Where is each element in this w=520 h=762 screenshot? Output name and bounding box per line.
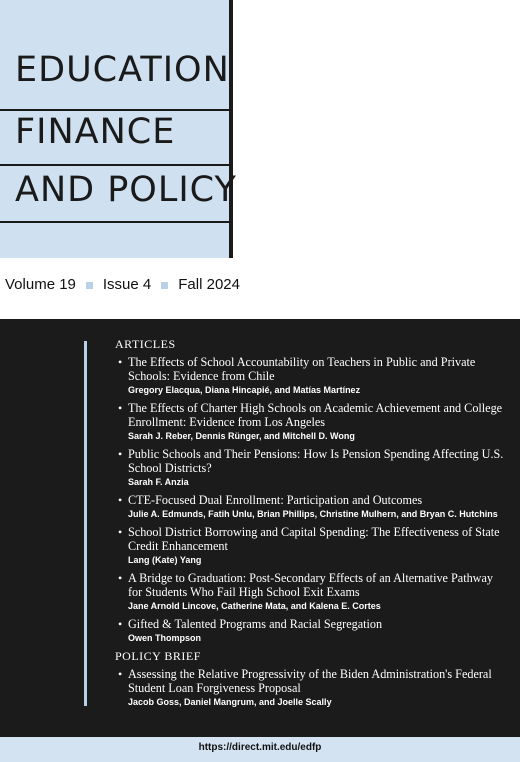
article-item[interactable] xyxy=(118,401,508,442)
issue-number: Issue 4 xyxy=(102,276,152,293)
article-item[interactable] xyxy=(118,447,508,488)
article-authors: Julie A. Edmunds, Fatih Unlu, Brian Phillips, Christine Mulhern, and Bryan C. Hutchins xyxy=(128,509,498,519)
title-divider xyxy=(0,109,232,111)
policy-brief-title: Assessing the Relative Progressivity of the Biden Administration's Federal Student Loan Forgiveness Proposal xyxy=(128,667,492,695)
article-item[interactable] xyxy=(118,571,508,612)
bullet-icon: • xyxy=(118,493,123,507)
journal-url-link[interactable]: https://direct.mit.edu/edfp xyxy=(198,742,322,753)
policy-brief-item[interactable] xyxy=(118,667,508,708)
article-item[interactable] xyxy=(118,617,508,644)
policy-brief-heading: POLICY BRIEF xyxy=(115,649,201,663)
article-title: School District Borrowing and Capital Spending: The Effectiveness of State Credit Enhancement xyxy=(128,525,500,553)
article-authors: Gregory Elacqua, Diana Hincapié, and Matías Martínez xyxy=(128,385,361,395)
articles-heading: ARTICLES xyxy=(115,337,176,351)
square-separator-icon xyxy=(86,282,93,289)
contents-list xyxy=(115,337,508,713)
article-title: A Bridge to Graduation: Post-Secondary Effects of an Alternative Pathway for Students Who Fail High School Exit Exams xyxy=(128,571,493,599)
article-title: CTE-Focused Dual Enrollment: Participation and Outcomes xyxy=(128,493,423,507)
article-item[interactable] xyxy=(118,525,508,566)
policy-brief-authors: Jacob Goss, Daniel Mangrum, and Joelle Scally xyxy=(128,697,332,707)
issue-season: Fall 2024 xyxy=(178,276,240,293)
bullet-icon: • xyxy=(118,401,123,415)
title-divider xyxy=(0,221,232,223)
issue-info xyxy=(5,276,240,293)
volume-label: Volume 19 xyxy=(5,276,76,293)
article-authors: Owen Thompson xyxy=(128,633,201,643)
journal-title-line-1: EDUCATION xyxy=(15,50,230,90)
article-title: Public Schools and Their Pensions: How Is Pension Spending Affecting U.S. School Districts? xyxy=(128,447,504,475)
square-separator-icon xyxy=(161,282,168,289)
bullet-icon: • xyxy=(118,447,123,461)
article-authors: Jane Arnold Lincove, Catherine Mata, and Kalena E. Cortes xyxy=(128,601,381,611)
bullet-icon: • xyxy=(118,355,123,369)
bullet-icon: • xyxy=(118,667,123,681)
article-authors: Sarah F. Anzia xyxy=(128,477,189,487)
article-authors: Lang (Kate) Yang xyxy=(128,555,202,565)
journal-title-line-3: AND POLICY xyxy=(15,170,237,210)
journal-title-line-2: FINANCE xyxy=(15,112,176,152)
article-item[interactable] xyxy=(118,355,508,396)
article-item[interactable] xyxy=(118,493,508,520)
bullet-icon: • xyxy=(118,571,123,585)
bullet-icon: • xyxy=(118,617,123,631)
article-title: The Effects of School Accountability on Teachers in Public and Private Schools: Evidence from Chile xyxy=(128,355,476,383)
bullet-icon: • xyxy=(118,525,123,539)
title-vertical-rule xyxy=(229,0,233,258)
article-authors: Sarah J. Reber, Dennis Rünger, and Mitchell D. Wong xyxy=(128,431,355,441)
article-title: Gifted & Talented Programs and Racial Segregation xyxy=(128,617,383,631)
title-divider xyxy=(0,164,232,166)
contents-accent-rule xyxy=(84,341,87,706)
article-title: The Effects of Charter High Schools on Academic Achievement and College Enrollment: Evidence from Los Angeles xyxy=(128,401,503,429)
